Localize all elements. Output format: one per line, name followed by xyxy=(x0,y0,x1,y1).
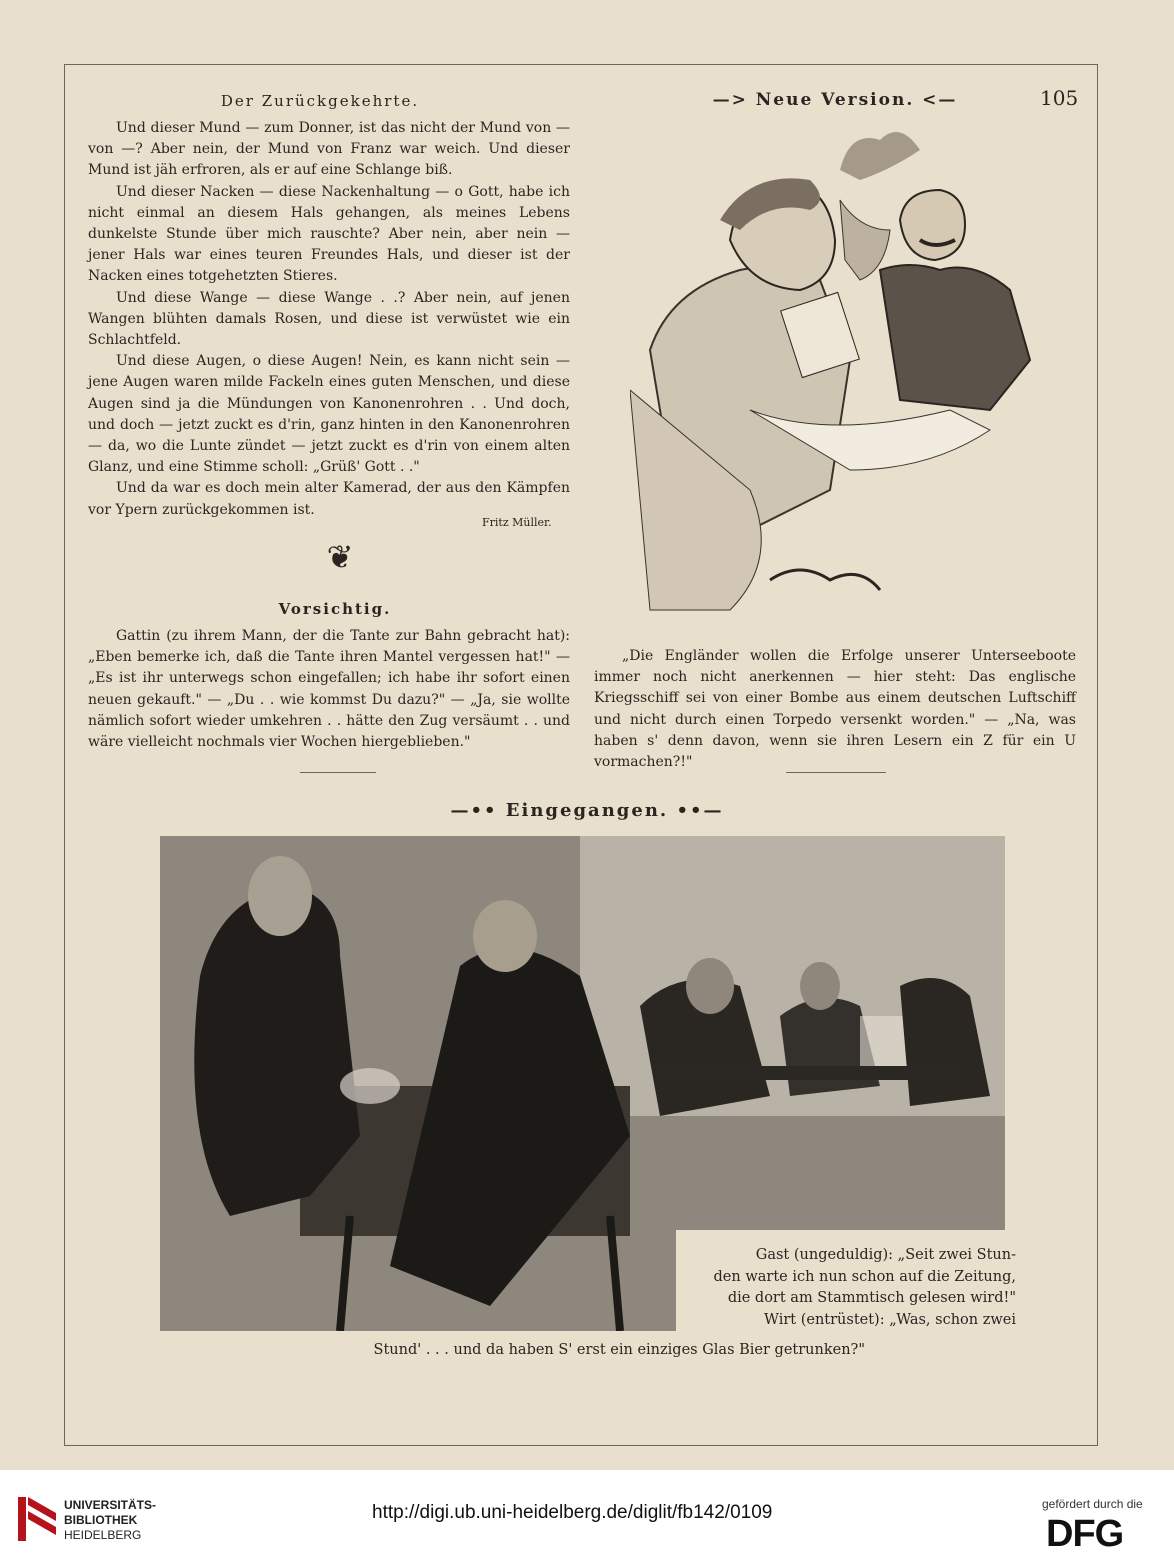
story-paragraph: Und dieser Mund — zum Donner, ist das nicht der Mund von — von —? Aber nein, der Mund von Franz war weich. Und dieser Mund ist jäh erfroren, als er auf eine Schlange biß. xyxy=(88,120,570,179)
story-paragraph: Und diese Augen, o diese Augen! Nein, es kann nicht sein — jene Augen waren milde Fackeln eines guten Menschen, und diese Augen sind ja die Mündungen von Kanonenrohren . . Und doch, und doch — jetzt zuckt es d'rin, ganz hinten in den Kanonenrohren — da, wo die Lunte zündet — jetzt zuckt es d'rin von einem alten Glanz, und eine Stimme scholl: „Grüß' Gott . ." xyxy=(88,353,570,476)
vorsichtig-text xyxy=(88,626,570,753)
library-name-line: HEIDELBERG xyxy=(64,1528,142,1542)
ornament-icon: ❦ xyxy=(326,538,354,576)
library-name-line: UNIVERSITÄTS- xyxy=(64,1498,157,1512)
couple-illustration xyxy=(630,110,1080,630)
caption-line: den warte ich nun schon auf die Zeitung, xyxy=(713,1268,1016,1285)
divider xyxy=(786,772,886,773)
caption-last-line: Stund' . . . und da haben S' erst ein einziges Glas Bier getrunken?" xyxy=(373,1342,865,1358)
library-name xyxy=(64,1498,156,1543)
vorsichtig-paragraph: Gattin (zu ihrem Mann, der die Tante zur Bahn gebracht hat): „Eben bemerke ich, daß die Tante ihren Mantel vergessen hat!" — „Es ist ihr unterwegs schon eingefallen; ich habe ihr sofort einen neuen gekauft." — „Du . . wie kommst Du dazu?" — „Ja, sie wollte nämlich sofort wieder umkehren . . hätte den Zug versäumt . . und wäre vielleicht nochmals vier Wochen hiergeblieben." xyxy=(88,628,570,751)
caption-line: die dort am Stammtisch gelesen wird!" xyxy=(727,1290,1016,1306)
sponsor-label: gefördert durch die xyxy=(1042,1497,1143,1511)
caption-line: Gast (ungeduldig): „Seit zwei Stun- xyxy=(755,1247,1016,1263)
story-paragraph: Und da war es doch mein alter Kamerad, der aus den Kämpfen vor Ypern zurückgekommen ist. xyxy=(88,480,570,518)
neue-version-paragraph: „Die Engländer wollen die Erfolge unserer Unterseeboote immer noch nicht anerkennen — hier steht: Das englische Kriegsschiff sei von einer Bombe aus einem deutschen Luftschiff und nicht durch einen Torpedo versenkt worden." — „Na, was haben s' denn davon, wenn sie ihren Lesern ein Z für ein U vormachen?!" xyxy=(594,648,1076,771)
page-number: 105 xyxy=(1040,86,1079,110)
neue-version-title: —> Neue Version. <— xyxy=(712,90,958,110)
library-name-line: BIBLIOTHEK xyxy=(64,1513,138,1527)
viewer-footer xyxy=(0,1470,1174,1565)
permalink-url[interactable]: http://digi.ub.uni-heidelberg.de/diglit/fb142/0109 xyxy=(372,1502,773,1523)
dfg-logo: DFG xyxy=(1046,1513,1124,1555)
caption xyxy=(690,1245,1016,1331)
vorsichtig-title: Vorsichtig. xyxy=(278,600,392,618)
story-text xyxy=(88,118,570,521)
caption-line: Wirt (entrüstet): „Was, schon zwei xyxy=(764,1311,1016,1328)
story-paragraph: Und dieser Nacken — diese Nackenhaltung — o Gott, habe ich nicht einmal an diesem Hals gehangen, als meines Lebens dunkelste Stunde über mich rauschte? Aber nein, aber nein — jener Hals war eines teuren Freundes Hals, und dieser ist der Nacken eines totgehetzten Stieres. xyxy=(88,183,570,285)
eingegangen-title: —•• Eingegangen. ••— xyxy=(450,800,724,821)
divider xyxy=(300,772,376,773)
university-library-logo-icon xyxy=(16,1493,60,1545)
story-author: Fritz Müller. xyxy=(482,516,552,529)
neue-version-text xyxy=(594,646,1076,773)
story-title: Der Zurückgekehrte. xyxy=(220,92,420,110)
story-paragraph: Und diese Wange — diese Wange . .? Aber nein, auf jenen Wangen blühten damals Rosen, und diese ist verwüstet wie ein Schlachtfeld. xyxy=(88,289,570,349)
